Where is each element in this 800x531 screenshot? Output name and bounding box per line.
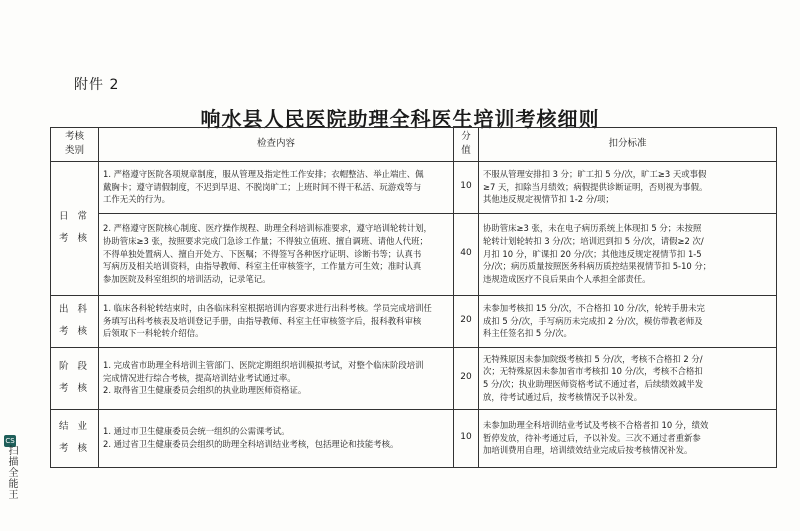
- scanner-logo-icon: CS: [5, 437, 15, 445]
- category-cell-exit: 出 科 考 核: [51, 295, 99, 347]
- score-cell: 20: [454, 347, 479, 409]
- content-cell: 1. 严格遵守医院各项规章制度，服从管理及指定性工作安排；衣帽整洁、举止端庄、佩 戴胸卡；遵守请假制度，不迟到早退、不脱岗旷工；上班时间不得干私活、玩游戏等与 工作无关的行为。: [99, 161, 454, 213]
- table-row: [51, 295, 777, 347]
- table-row: [51, 161, 777, 213]
- category-cell-completion: 结 业 考 核: [51, 409, 99, 467]
- score-cell: 10: [454, 409, 479, 467]
- header-category: 考核 类别: [51, 128, 99, 162]
- table-header-row: [51, 128, 777, 162]
- category-cell-daily: 日 常 考 核: [51, 161, 99, 295]
- content-cell: 1. 临床各科轮转结束时，由各临床科室根据培训内容要求进行出科考核。学员完成培训任 务填写出科考核表及培训登记手册，由指导教师、科室主任审核签字后，报科教科审核 后领取下一科轮转介绍信。: [99, 295, 454, 347]
- content-cell: 2. 严格遵守医院核心制度、医疗操作规程、助理全科培训标准要求，遵守培训轮转计划， 协助管床≥3 张，按照要求完成门急诊工作量；不得独立值班、擅自调班、请他人代班； 不得单独处置病人、擅自开处方、下医嘱；不得签写各种医疗证明、诊断书等；认真书 写病历及相关培训资料，由指导教师、科室主任审核签字，工作量方可生效；准时认真 参加医院及科室组织的培训活动，记录笔记。: [99, 213, 454, 295]
- table-row: [51, 347, 777, 409]
- category-cell-stage: 阶 段 考 核: [51, 347, 99, 409]
- score-cell: 10: [454, 161, 479, 213]
- assessment-table: [50, 127, 777, 468]
- header-score: 分 值: [454, 128, 479, 162]
- standard-cell: 无特殊原因未参加院级考核扣 5 分/次，考核不合格扣 2 分/ 次；无特殊原因未参加省市考核扣 10 分/次，考核不合格扣 5 分/次；执业助理医师资格考试不通过者，后续绩效减半发 放，待考试通过后，按考核情况予以补发。: [479, 347, 777, 409]
- scanner-watermark: 扫描全能王: [6, 445, 17, 500]
- header-content: 检查内容: [99, 128, 454, 162]
- score-cell: 40: [454, 213, 479, 295]
- standard-cell: 未参加助理全科培训结业考试及考核不合格者扣 10 分，绩效 暂停发放，待补考通过后，予以补发。三次不通过者重新参 加培训费用自理，培训绩效结业完成后按考核情况补发。: [479, 409, 777, 467]
- table-row: [51, 409, 777, 467]
- content-cell: 1. 完成省市助理全科培训主管部门、医院定期组织培训模拟考试，对整个临床阶段培训 完成情况进行综合考核，提高培训结业考试通过率。 2. 取得省卫生健康委员会组织的执业助理医师资格证。: [99, 347, 454, 409]
- standard-cell: 协助管床≥3 张，未在电子病历系统上体现扣 5 分；未按照 轮转计划轮转扣 3 分/次；培训迟到扣 5 分/次，请假≥2 次/ 月扣 10 分，旷课扣 20 分/次；其他违反规定视情节扣 1-5 分/次；病历质量按照医务科病历质控结果视情节扣 5-10 分； 违规造成医疗不良后果由个人承担全部责任。: [479, 213, 777, 295]
- content-cell: 1. 通过市卫生健康委员会统一组织的公需课考试。 2. 通过省卫生健康委员会组织的助理全科培训结业考核，包括理论和技能考核。: [99, 409, 454, 467]
- standard-cell: 不服从管理安排扣 3 分；旷工扣 5 分/次，旷工≥3 天或事假 ≥7 天，扣除当月绩效；病假提供诊断证明，否则视为事假。 其他违反规定视情节扣 1-2 分/项；: [479, 161, 777, 213]
- document-title: 响水县人民医院助理全科医生培训考核细则: [200, 107, 600, 131]
- score-cell: 20: [454, 295, 479, 347]
- table-row: [51, 213, 777, 295]
- header-standard: 扣分标准: [479, 128, 777, 162]
- standard-cell: 未参加考核扣 15 分/次，不合格扣 10 分/次，轮转手册未完 成扣 5 分/次，手写病历未完成扣 2 分/次，模仿带教老师及 科主任签名扣 5 分/次。: [479, 295, 777, 347]
- attachment-label: 附件 2: [74, 77, 120, 93]
